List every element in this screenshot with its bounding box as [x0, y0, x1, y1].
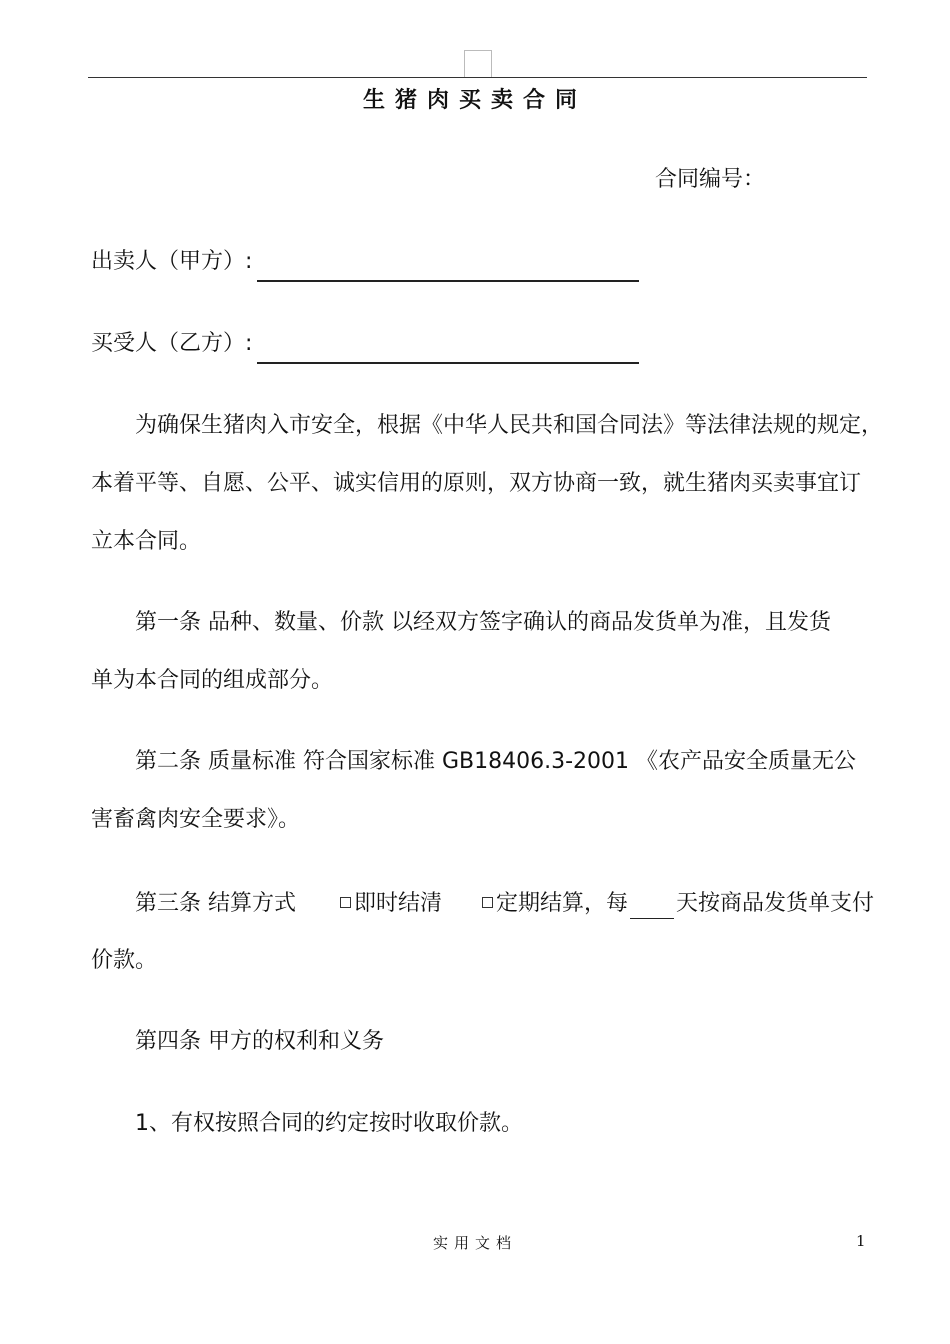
article1-line-1: 第一条 品种、数量、价款 以经双方签字确认的商品发货单为准，且发货 — [135, 610, 831, 635]
periodic-settlement-label: 定期结算，每 — [496, 891, 629, 916]
article3-suffix: 天按商品发货单支付 — [676, 891, 875, 916]
article2-line-1: 第二条 质量标准 符合国家标准 GB18406.3-2001 《农产品安全质量无公 — [135, 749, 857, 774]
article2-line-2: 害畜禽肉安全要求》。 — [91, 807, 301, 832]
article4-item-1: 1、有权按照合同的约定按时收取价款。 — [135, 1111, 523, 1136]
footer-label: 实用文档 — [432, 1234, 517, 1252]
buyer-field[interactable] — [257, 362, 639, 364]
seller-label: 出卖人（甲方）: — [91, 249, 253, 274]
seller-field[interactable] — [257, 280, 639, 282]
page-number: 1 — [856, 1232, 866, 1250]
immediate-settlement-checkbox[interactable] — [340, 897, 351, 908]
document-title: 生猪肉买卖合同 — [362, 88, 587, 113]
article3-prefix: 第三条 结算方式 — [135, 891, 296, 916]
header-rule — [88, 77, 867, 78]
days-blank-field[interactable] — [630, 888, 674, 919]
article4-heading: 第四条 甲方的权利和义务 — [135, 1029, 384, 1054]
article1-line-2: 单为本合同的组成部分。 — [91, 668, 334, 693]
buyer-label: 买受人（乙方）: — [91, 331, 253, 356]
article3-line-2: 价款。 — [91, 948, 158, 973]
immediate-settlement-label: 即时结清 — [354, 891, 443, 916]
intro-line-1: 为确保生猪肉入市安全，根据《中华人民共和国合同法》等法律法规的规定， — [135, 413, 884, 438]
article3-line-1 — [135, 888, 874, 919]
intro-line-2: 本着平等、自愿、公平、诚实信用的原则，双方协商一致，就生猪肉买卖事宜订 — [91, 471, 862, 496]
intro-line-3: 立本合同。 — [91, 529, 202, 554]
contract-number-label: 合同编号： — [655, 167, 766, 192]
periodic-settlement-checkbox[interactable] — [482, 897, 493, 908]
header-placeholder-box — [464, 50, 492, 78]
